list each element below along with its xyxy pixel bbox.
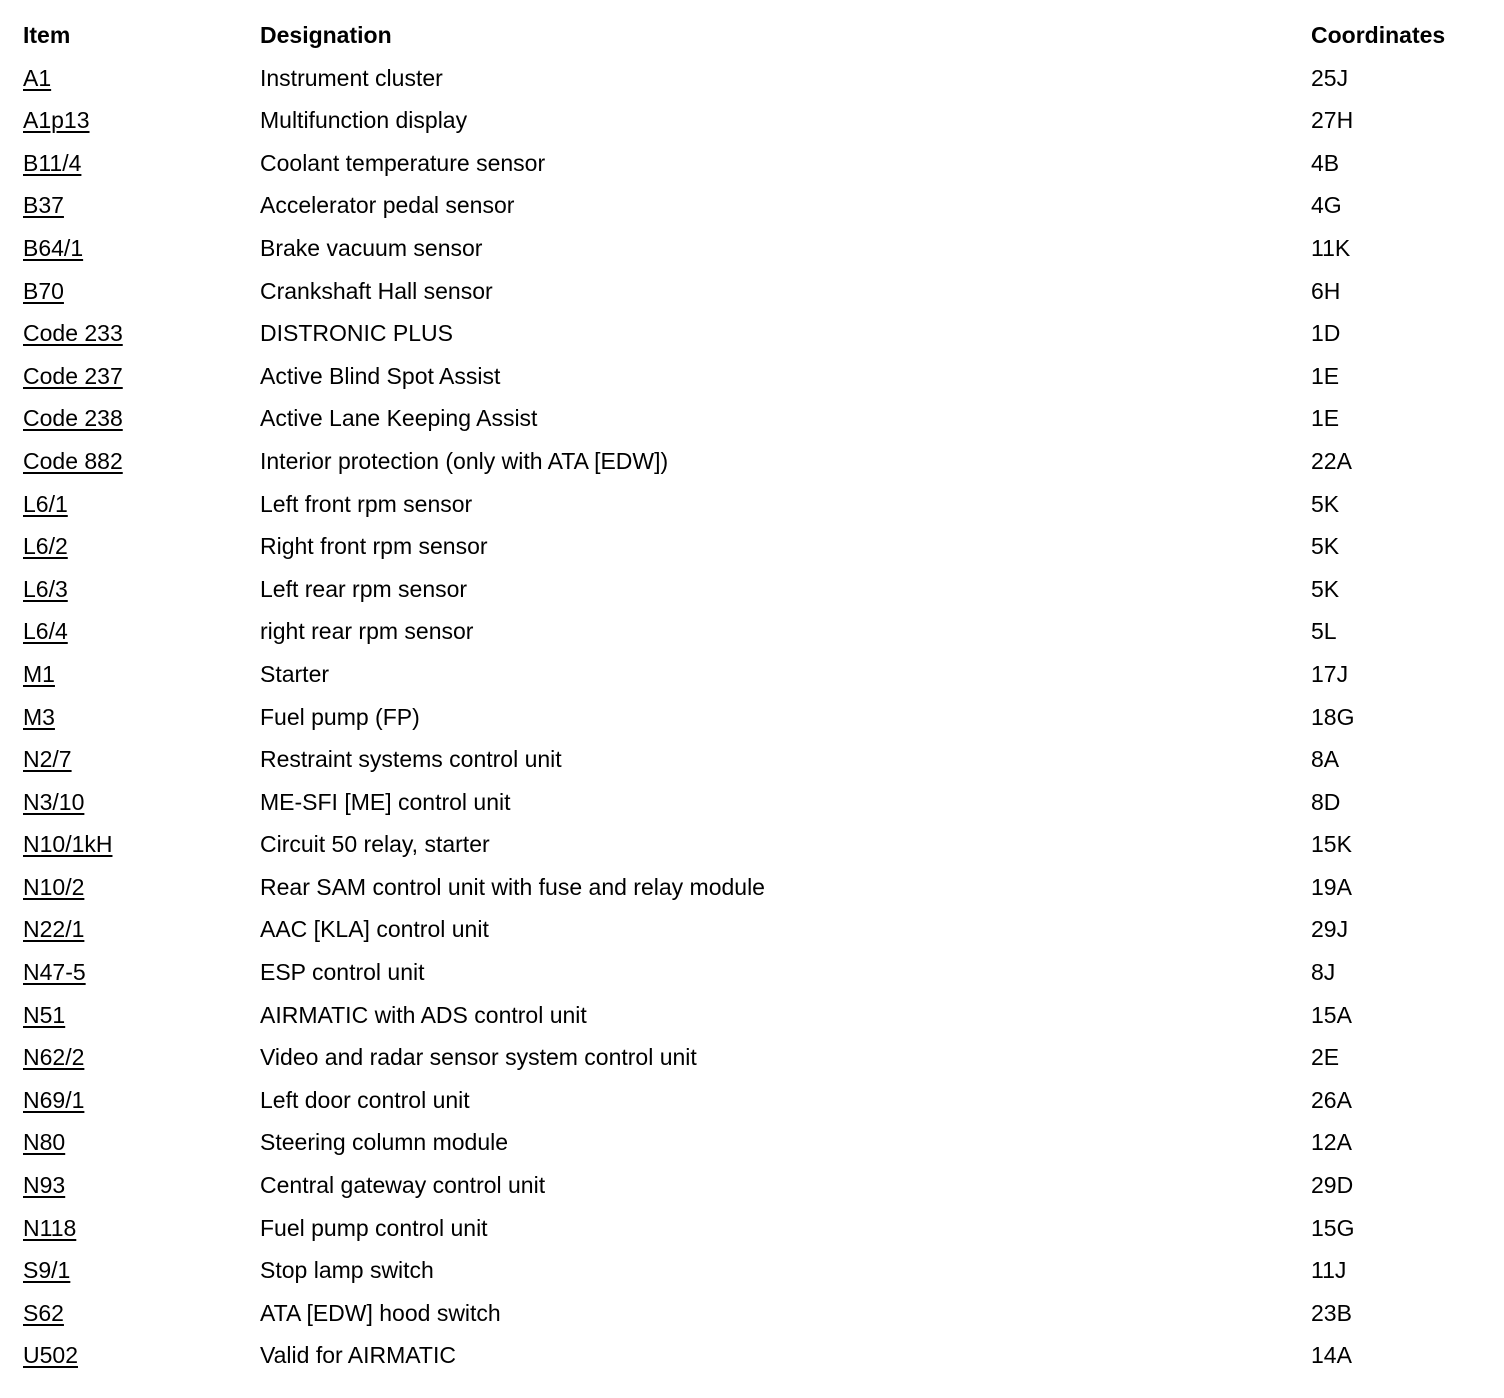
coordinates-text: 1E bbox=[1311, 362, 1340, 389]
coordinates-text: 26A bbox=[1311, 1086, 1352, 1113]
table-row bbox=[23, 866, 1483, 909]
header-item: Item bbox=[23, 22, 71, 48]
designation-text: ME-SFI [ME] control unit bbox=[260, 788, 511, 815]
table-row bbox=[23, 440, 1483, 483]
table-row bbox=[23, 1292, 1483, 1335]
table-row bbox=[23, 610, 1483, 653]
table-row bbox=[23, 99, 1483, 142]
coordinates-text: 25J bbox=[1311, 64, 1349, 91]
item-link[interactable]: B37 bbox=[23, 192, 64, 219]
table-row bbox=[23, 355, 1483, 398]
coordinates-text: 12A bbox=[1311, 1129, 1352, 1156]
designation-text: Right front rpm sensor bbox=[260, 533, 488, 560]
item-link[interactable]: N80 bbox=[23, 1129, 66, 1156]
table-row bbox=[23, 525, 1483, 568]
designation-text: Fuel pump (FP) bbox=[260, 703, 420, 730]
designation-text: Rear SAM control unit with fuse and relay module bbox=[260, 873, 765, 900]
coordinates-text: 15A bbox=[1311, 1001, 1352, 1028]
table-row bbox=[23, 568, 1483, 611]
item-link[interactable]: N22/1 bbox=[23, 916, 85, 943]
table-row bbox=[23, 1164, 1483, 1207]
designation-text: Valid for AIRMATIC bbox=[260, 1342, 456, 1369]
table-row bbox=[23, 994, 1483, 1037]
coordinates-text: 18G bbox=[1311, 703, 1355, 730]
table-row bbox=[23, 312, 1483, 355]
table-row bbox=[23, 1121, 1483, 1164]
coordinates-text: 5K bbox=[1311, 533, 1340, 560]
designation-text: DISTRONIC PLUS bbox=[260, 320, 453, 347]
designation-text: Brake vacuum sensor bbox=[260, 234, 483, 261]
item-link[interactable]: B64/1 bbox=[23, 234, 84, 261]
table-row bbox=[23, 653, 1483, 696]
coordinates-text: 11K bbox=[1311, 234, 1351, 261]
item-link[interactable]: Code 233 bbox=[23, 320, 123, 347]
coordinates-text: 15G bbox=[1311, 1214, 1355, 1241]
item-link[interactable]: N2/7 bbox=[23, 746, 72, 773]
item-link[interactable]: B70 bbox=[23, 277, 64, 304]
coordinates-text: 17J bbox=[1311, 660, 1349, 687]
coordinates-text: 2E bbox=[1311, 1044, 1340, 1071]
table-row bbox=[23, 1079, 1483, 1122]
item-link[interactable]: L6/1 bbox=[23, 490, 68, 517]
coordinates-text: 5K bbox=[1311, 490, 1340, 517]
item-link[interactable]: Code 882 bbox=[23, 447, 123, 474]
coordinates-text: 1D bbox=[1311, 320, 1341, 347]
coordinates-text: 6H bbox=[1311, 277, 1341, 304]
designation-text: ESP control unit bbox=[260, 959, 425, 986]
coordinates-text: 4G bbox=[1311, 192, 1342, 219]
coordinates-text: 5L bbox=[1311, 618, 1337, 645]
item-link[interactable]: N51 bbox=[23, 1001, 66, 1028]
coordinates-text: 8J bbox=[1311, 959, 1336, 986]
item-link[interactable]: N69/1 bbox=[23, 1086, 85, 1113]
header-designation: Designation bbox=[260, 22, 392, 48]
header-coordinates: Coordinates bbox=[1311, 22, 1446, 48]
coordinates-text: 29D bbox=[1311, 1172, 1354, 1199]
table-row bbox=[23, 57, 1483, 100]
table-row bbox=[23, 142, 1483, 185]
item-link[interactable]: Code 237 bbox=[23, 362, 123, 389]
item-link[interactable]: L6/2 bbox=[23, 533, 68, 560]
item-link[interactable]: N10/2 bbox=[23, 873, 85, 900]
designation-text: Multifunction display bbox=[260, 107, 468, 134]
table-row bbox=[23, 781, 1483, 824]
designation-text: Steering column module bbox=[260, 1129, 509, 1156]
designation-text: ATA [EDW] hood switch bbox=[260, 1299, 501, 1326]
table-row bbox=[23, 270, 1483, 313]
coordinates-text: 15K bbox=[1311, 831, 1352, 858]
designation-text: Video and radar sensor system control unit bbox=[260, 1044, 697, 1071]
table-row bbox=[23, 1036, 1483, 1079]
designation-text: Starter bbox=[260, 660, 330, 687]
coordinates-text: 8A bbox=[1311, 746, 1340, 773]
designation-text: AIRMATIC with ADS control unit bbox=[260, 1001, 587, 1028]
designation-text: Instrument cluster bbox=[260, 64, 443, 91]
coordinates-text: 23B bbox=[1311, 1299, 1352, 1326]
designation-text: Accelerator pedal sensor bbox=[260, 192, 515, 219]
coordinates-text: 4B bbox=[1311, 149, 1340, 176]
table-row bbox=[23, 184, 1483, 227]
coordinates-text: 19A bbox=[1311, 873, 1352, 900]
item-link[interactable]: M3 bbox=[23, 703, 55, 730]
coordinates-text: 14A bbox=[1311, 1342, 1352, 1369]
coordinates-text: 1E bbox=[1311, 405, 1340, 432]
designation-text: Fuel pump control unit bbox=[260, 1214, 488, 1241]
table-row bbox=[23, 696, 1483, 739]
designation-text: Stop lamp switch bbox=[260, 1257, 434, 1284]
designation-text: Central gateway control unit bbox=[260, 1172, 546, 1199]
coordinates-text: 11J bbox=[1311, 1257, 1347, 1284]
item-link[interactable]: S9/1 bbox=[23, 1257, 71, 1284]
item-link[interactable]: N62/2 bbox=[23, 1044, 85, 1071]
item-link[interactable]: L6/4 bbox=[23, 618, 68, 645]
item-link[interactable]: N10/1kH bbox=[23, 831, 113, 858]
item-link[interactable]: N47-5 bbox=[23, 959, 86, 986]
item-link[interactable]: M1 bbox=[23, 660, 55, 687]
item-link[interactable]: S62 bbox=[23, 1299, 64, 1326]
component-legend-table bbox=[23, 14, 1483, 1377]
table-row bbox=[23, 738, 1483, 781]
item-link[interactable]: N3/10 bbox=[23, 788, 85, 815]
designation-text: Active Blind Spot Assist bbox=[260, 362, 501, 389]
item-link[interactable]: U502 bbox=[23, 1342, 78, 1369]
coordinates-text: 8D bbox=[1311, 788, 1341, 815]
table-row bbox=[23, 1334, 1483, 1377]
coordinates-text: 27H bbox=[1311, 107, 1354, 134]
item-link[interactable]: A1p13 bbox=[23, 107, 90, 134]
designation-text: AAC [KLA] control unit bbox=[260, 916, 489, 943]
designation-text: Circuit 50 relay, starter bbox=[260, 831, 490, 858]
designation-text: Crankshaft Hall sensor bbox=[260, 277, 493, 304]
item-link[interactable]: N118 bbox=[23, 1214, 77, 1241]
table-row bbox=[23, 483, 1483, 526]
item-link[interactable]: A1 bbox=[23, 64, 52, 91]
designation-text: Left front rpm sensor bbox=[260, 490, 473, 517]
table-row bbox=[23, 908, 1483, 951]
designation-text: Restraint systems control unit bbox=[260, 746, 562, 773]
coordinates-text: 29J bbox=[1311, 916, 1349, 943]
designation-text: Left door control unit bbox=[260, 1086, 470, 1113]
table-row bbox=[23, 951, 1483, 994]
table-row bbox=[23, 823, 1483, 866]
table-row bbox=[23, 1249, 1483, 1292]
item-link[interactable]: N93 bbox=[23, 1172, 66, 1199]
table-header-row bbox=[23, 14, 1483, 57]
coordinates-text: 5K bbox=[1311, 575, 1340, 602]
table-body bbox=[23, 57, 1483, 1377]
item-link[interactable]: Code 238 bbox=[23, 405, 123, 432]
item-link[interactable]: L6/3 bbox=[23, 575, 68, 602]
table-row bbox=[23, 227, 1483, 270]
designation-text: right rear rpm sensor bbox=[260, 618, 474, 645]
designation-text: Interior protection (only with ATA [EDW]) bbox=[260, 447, 669, 474]
designation-text: Active Lane Keeping Assist bbox=[260, 405, 538, 432]
designation-text: Coolant temperature sensor bbox=[260, 149, 546, 176]
table-row bbox=[23, 397, 1483, 440]
table-row bbox=[23, 1207, 1483, 1250]
item-link[interactable]: B11/4 bbox=[23, 149, 82, 176]
coordinates-text: 22A bbox=[1311, 447, 1352, 474]
designation-text: Left rear rpm sensor bbox=[260, 575, 468, 602]
